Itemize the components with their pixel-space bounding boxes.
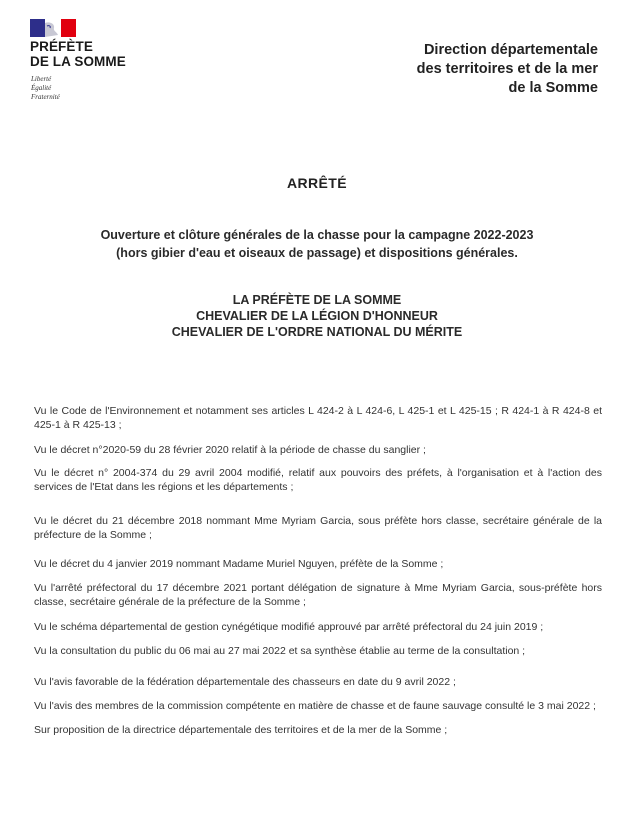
subtitle-line-2: (hors gibier d'eau et oiseaux de passage) et dispositions générales. bbox=[116, 246, 518, 260]
clause-decret-2004-374: Vu le décret n° 2004-374 du 29 avril 2004 modifié, relatif aux pouvoirs des préfets, à l'organisation et à l'action des services de l'Etat dans les régions et les départements ; bbox=[34, 467, 602, 493]
clause-decret-2020-59: Vu le décret n°2020-59 du 28 février 2020 relatif à la période de chasse du sanglier ; bbox=[34, 444, 426, 456]
clause-consultation: Vu la consultation du public du 06 mai au 27 mai 2022 et sa synthèse établie au terme de la consultation ; bbox=[34, 645, 526, 657]
direction-line-1: Direction départementale bbox=[423, 42, 598, 58]
prefecture-line-2: DE LA SOMME bbox=[30, 54, 126, 69]
authority-line-1: LA PRÉFÈTE DE LA SOMME bbox=[232, 293, 402, 307]
marianne-logo-icon bbox=[30, 19, 76, 37]
document-subtitle bbox=[0, 226, 634, 262]
clause-arrete-delegation: Vu l'arrêté préfectoral du 17 décembre 2021 portant délégation de signature à Mme Myriam Garcia, sous-préfète hors classe, secrétaire générale de la préfecture de la Somme ; bbox=[34, 582, 602, 608]
prefecture-line-1: PRÉFÈTE bbox=[30, 39, 93, 54]
republic-motto bbox=[31, 75, 60, 102]
direction-line-3: de la Somme bbox=[508, 80, 598, 96]
clause-avis-commission: Vu l'avis des membres de la commission compétente en matière de chasse et de faune sauvage consulté le 3 mai 2022 ; bbox=[34, 700, 596, 712]
clause-proposition: Sur proposition de la directrice départementale des territoires et de la mer de la Somme ; bbox=[34, 724, 448, 736]
prefecture-name bbox=[30, 39, 126, 69]
motto-egalite: Égalité bbox=[31, 84, 52, 92]
signing-authority bbox=[0, 292, 634, 340]
clause-decret-2018: Vu le décret du 21 décembre 2018 nommant Mme Myriam Garcia, sous préfète hors classe, secrétaire générale de la préfecture de la Somme ; bbox=[34, 515, 602, 541]
clause-avis-federation: Vu l'avis favorable de la fédération départementale des chasseurs en date du 9 avril 2022 ; bbox=[34, 676, 456, 688]
clause-decret-2019: Vu le décret du 4 janvier 2019 nommant Madame Muriel Nguyen, préfète de la Somme ; bbox=[34, 558, 444, 570]
document-title: ARRÊTÉ bbox=[287, 175, 347, 191]
issuing-direction bbox=[417, 41, 598, 98]
authority-line-2: CHEVALIER DE LA LÉGION D'HONNEUR bbox=[196, 309, 438, 323]
clause-schema-cynegetique: Vu le schéma départemental de gestion cynégétique modifié approuvé par arrêté préfectoral du 24 juin 2019 ; bbox=[34, 621, 544, 633]
authority-line-3: CHEVALIER DE L'ORDRE NATIONAL DU MÉRITE bbox=[171, 325, 463, 339]
motto-liberte: Liberté bbox=[31, 75, 52, 83]
motto-fraternite: Fraternité bbox=[31, 93, 60, 101]
subtitle-line-1: Ouverture et clôture générales de la chasse pour la campagne 2022-2023 bbox=[100, 228, 534, 242]
legal-basis-list bbox=[34, 404, 602, 737]
clause-code-environnement: Vu le Code de l'Environnement et notamment ses articles L 424-2 à L 424-6, L 425-1 et L 425-15 ; R 424-1 à R 424-8 et 425-1 à R 425-13 ; bbox=[34, 405, 602, 431]
direction-line-2: des territoires et de la mer bbox=[416, 61, 598, 77]
